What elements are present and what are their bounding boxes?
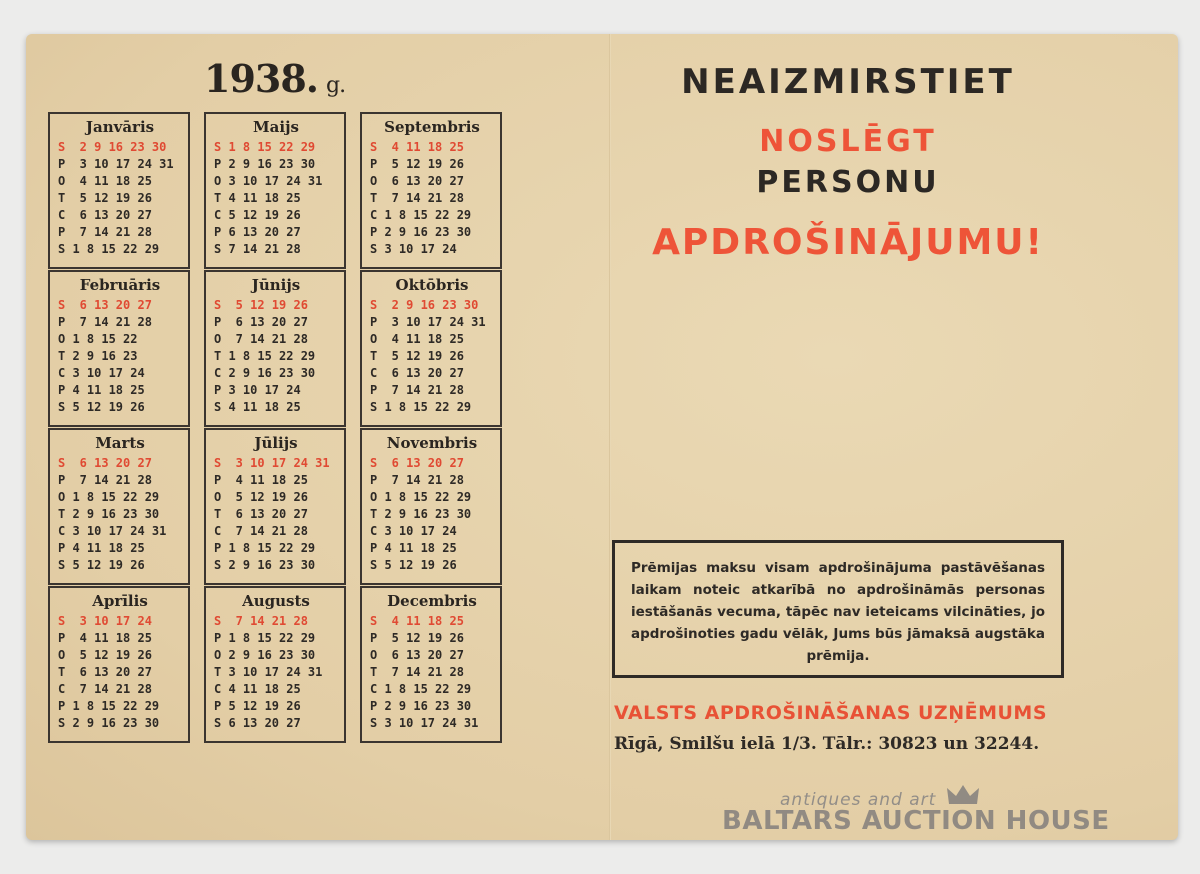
weekday-row: P 2 9 16 23 30 — [370, 225, 472, 239]
weekday-row: O 3 10 17 24 31 — [214, 174, 323, 188]
weekday-row: O 1 8 15 22 — [58, 332, 138, 346]
sunday-row: S 2 9 16 23 30 — [58, 140, 167, 154]
weekday-row: P 1 8 15 22 29 — [214, 631, 316, 645]
weekday-row: C 3 10 17 24 31 — [58, 524, 167, 538]
weekday-row: T 2 9 16 23 30 — [370, 507, 472, 521]
month-name: Septembris — [384, 118, 480, 136]
weekday-row: O 6 13 20 27 — [370, 648, 464, 662]
weekday-row: T 5 12 19 26 — [58, 191, 152, 205]
headline-line-4: APDROŠINĀJUMU! — [652, 222, 1044, 263]
weekday-row: T 2 9 16 23 30 — [58, 507, 160, 521]
weekday-row: O 1 8 15 22 29 — [58, 490, 160, 504]
month-block — [204, 428, 346, 585]
year-suffix: g. — [326, 73, 346, 98]
month-block — [360, 270, 502, 427]
month-block — [48, 586, 190, 743]
weekday-row: S 5 12 19 26 — [58, 558, 145, 572]
weekday-row: S 7 14 21 28 — [214, 242, 301, 256]
weekday-row: T 6 13 20 27 — [214, 507, 308, 521]
weekday-row: S 2 9 16 23 30 — [58, 716, 160, 730]
headline-line-1: NEAIZMIRSTIET — [681, 62, 1015, 102]
sunday-row: S 2 9 16 23 30 — [370, 298, 479, 312]
month-name: Novembris — [386, 434, 478, 452]
calendar-grid — [48, 112, 510, 752]
weekday-row: C 2 9 16 23 30 — [214, 366, 316, 380]
weekday-row: T 6 13 20 27 — [58, 665, 152, 679]
weekday-row: P 4 11 18 25 — [214, 473, 308, 487]
weekday-row: P 5 12 19 26 — [370, 157, 464, 171]
month-name: Augusts — [242, 592, 310, 610]
weekday-row: C 5 12 19 26 — [214, 208, 301, 222]
weekday-row: C 1 8 15 22 29 — [370, 682, 472, 696]
weekday-row: S 4 11 18 25 — [214, 400, 301, 414]
watermark-tagline: antiques and art — [780, 790, 937, 810]
weekday-row: P 7 14 21 28 — [370, 383, 464, 397]
weekday-row: C 7 14 21 28 — [58, 682, 152, 696]
headline — [618, 62, 1078, 263]
sunday-row: S 3 10 17 24 31 — [214, 456, 330, 470]
weekday-row: T 5 12 19 26 — [370, 349, 464, 363]
headline-line-3: PERSONU — [756, 165, 940, 200]
month-name: Maijs — [253, 118, 299, 136]
weekday-row: P 6 13 20 27 — [214, 315, 308, 329]
month-block — [204, 112, 346, 269]
company-name: VALSTS APDROŠINĀŠANAS UZŅĒMUMS — [614, 702, 1048, 724]
weekday-row: O 5 12 19 26 — [58, 648, 152, 662]
weekday-row: C 6 13 20 27 — [370, 366, 464, 380]
weekday-row: C 3 10 17 24 — [370, 524, 457, 538]
weekday-row: O 7 14 21 28 — [214, 332, 308, 346]
weekday-row: P 7 14 21 28 — [58, 315, 152, 329]
month-name: Marts — [95, 434, 145, 452]
month-name: Aprīlis — [92, 592, 148, 610]
company-address: Rīgā, Smilšu ielā 1/3. Tālr.: 30823 un 32244. — [614, 734, 1040, 754]
month-block — [204, 270, 346, 427]
weekday-row: P 7 14 21 28 — [58, 473, 152, 487]
weekday-row: P 1 8 15 22 29 — [214, 541, 316, 555]
weekday-row: P 3 10 17 24 31 — [58, 157, 174, 171]
year-number: 1938. — [204, 56, 318, 101]
sunday-row: S 4 11 18 25 — [370, 140, 464, 154]
headline-line-2: NOSLĒGT — [759, 124, 937, 159]
month-block — [360, 112, 502, 269]
calendar-year — [204, 56, 345, 101]
weekday-row: S 5 12 19 26 — [58, 400, 145, 414]
sunday-row: S 6 13 20 27 — [58, 456, 152, 470]
month-block — [204, 586, 346, 743]
watermark-brand: BALTARS AUCTION HOUSE — [722, 806, 1110, 836]
weekday-row: O 4 11 18 25 — [58, 174, 152, 188]
weekday-row: T 2 9 16 23 — [58, 349, 138, 363]
sunday-row: S 4 11 18 25 — [370, 614, 464, 628]
weekday-row: T 4 11 18 25 — [214, 191, 301, 205]
weekday-row: O 2 9 16 23 30 — [214, 648, 316, 662]
month-name: Februāris — [79, 276, 161, 294]
weekday-row: P 4 11 18 25 — [58, 383, 145, 397]
weekday-row: P 5 12 19 26 — [370, 631, 464, 645]
weekday-row: T 7 14 21 28 — [370, 191, 464, 205]
sunday-row: S 3 10 17 24 — [58, 614, 152, 628]
month-name: Decembris — [387, 592, 477, 610]
weekday-row: T 1 8 15 22 29 — [214, 349, 316, 363]
month-block — [360, 586, 502, 743]
weekday-row: T 7 14 21 28 — [370, 665, 464, 679]
sunday-row: S 6 13 20 27 — [58, 298, 152, 312]
premium-notice-box — [612, 540, 1064, 678]
weekday-row: C 3 10 17 24 — [58, 366, 145, 380]
weekday-row: S 3 10 17 24 31 — [370, 716, 479, 730]
weekday-row: P 3 10 17 24 31 — [370, 315, 486, 329]
weekday-row: P 4 11 18 25 — [370, 541, 457, 555]
weekday-row: O 6 13 20 27 — [370, 174, 464, 188]
weekday-row: C 6 13 20 27 — [58, 208, 152, 222]
weekday-row: S 3 10 17 24 — [370, 242, 457, 256]
premium-notice-text: Prēmijas maksu visam apdrošinājuma pastāvēšanas laikam noteic atkarībā no apdrošināmās personas iestāšanās vecuma, tāpēc nav ieteicams vilcināties, jo apdrošinoties gadu vēlāk, Jums būs jāmaksā augstāka prēmija. — [631, 560, 1045, 664]
weekday-row: O 4 11 18 25 — [370, 332, 464, 346]
weekday-row: P 4 11 18 25 — [58, 631, 152, 645]
month-block — [360, 428, 502, 585]
weekday-row: S 5 12 19 26 — [370, 558, 457, 572]
weekday-row: P 4 11 18 25 — [58, 541, 145, 555]
weekday-row: S 1 8 15 22 29 — [370, 400, 472, 414]
sunday-row: S 6 13 20 27 — [370, 456, 464, 470]
weekday-row: C 7 14 21 28 — [214, 524, 308, 538]
weekday-row: P 5 12 19 26 — [214, 699, 301, 713]
month-name: Oktōbris — [395, 276, 469, 294]
weekday-row: S 1 8 15 22 29 — [58, 242, 160, 256]
weekday-row: P 7 14 21 28 — [58, 225, 152, 239]
month-block — [48, 270, 190, 427]
weekday-row: P 2 9 16 23 30 — [214, 157, 316, 171]
fold-line — [609, 34, 611, 840]
weekday-row: P 6 13 20 27 — [214, 225, 301, 239]
weekday-row: O 5 12 19 26 — [214, 490, 308, 504]
weekday-row: P 3 10 17 24 — [214, 383, 301, 397]
weekday-row: P 1 8 15 22 29 — [58, 699, 160, 713]
weekday-row: O 1 8 15 22 29 — [370, 490, 472, 504]
weekday-row: S 6 13 20 27 — [214, 716, 301, 730]
sunday-row: S 7 14 21 28 — [214, 614, 308, 628]
month-block — [48, 112, 190, 269]
weekday-row: T 3 10 17 24 31 — [214, 665, 323, 679]
weekday-row: C 4 11 18 25 — [214, 682, 301, 696]
crown-icon — [945, 782, 981, 808]
month-name: Jūnijs — [251, 276, 301, 294]
weekday-row: P 7 14 21 28 — [370, 473, 464, 487]
month-block — [48, 428, 190, 585]
weekday-row: C 1 8 15 22 29 — [370, 208, 472, 222]
weekday-row: S 2 9 16 23 30 — [214, 558, 316, 572]
weekday-row: P 2 9 16 23 30 — [370, 699, 472, 713]
sunday-row: S 1 8 15 22 29 — [214, 140, 316, 154]
sunday-row: S 5 12 19 26 — [214, 298, 308, 312]
month-name: Janvāris — [85, 118, 155, 136]
month-name: Jūlijs — [254, 434, 298, 452]
